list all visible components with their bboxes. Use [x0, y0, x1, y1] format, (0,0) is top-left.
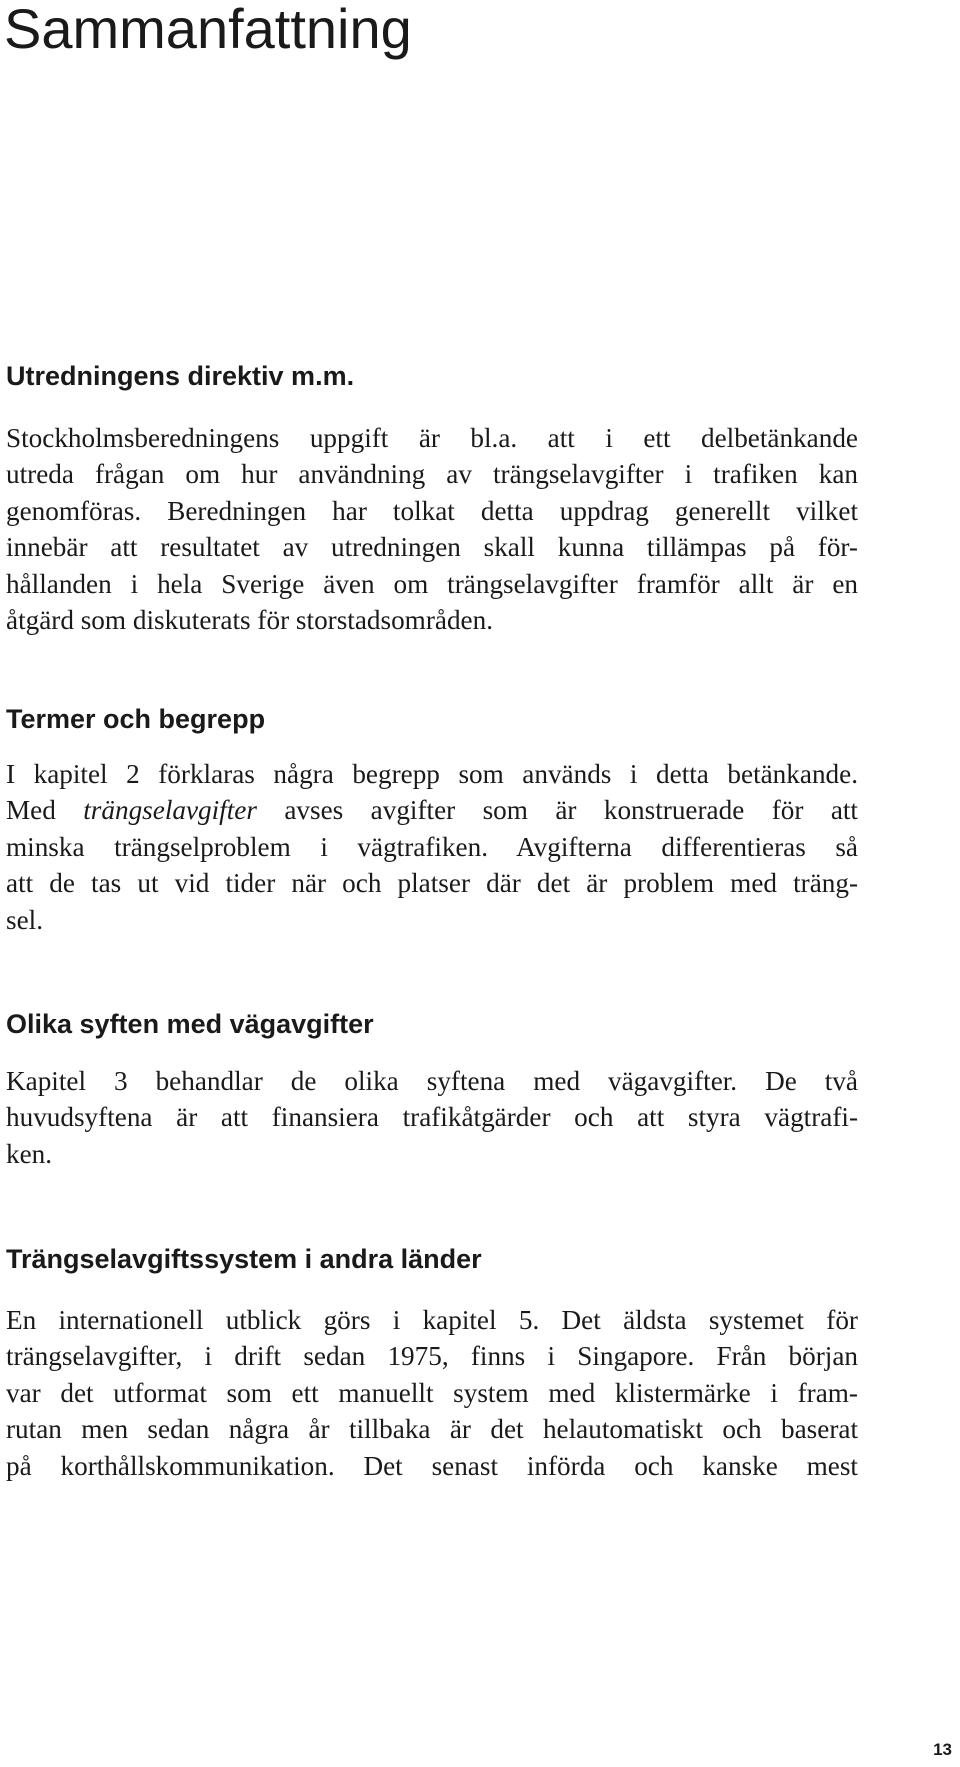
section-heading-other-countries: Trängselavgiftssystem i andra länder [6, 1244, 482, 1274]
paragraph-line: I kapitel 2 förklaras några begrepp som används i detta betänkande. [6, 759, 858, 789]
line-suffix: avses avgifter som är konstruerade för att [256, 795, 858, 826]
paragraph-line: innebär att resultatet av utredningen skall kunna tillämpas på för- [6, 532, 858, 563]
section-heading-directive: Utredningens direktiv m.m. [6, 361, 355, 391]
emphasized-term: trängselavgifter [83, 795, 257, 826]
section-heading-purposes: Olika syften med vägavgifter [6, 1009, 374, 1039]
paragraph-line: genomföras. Beredningen har tolkat detta uppdrag generellt vilket [6, 495, 858, 526]
paragraph-line: En internationell utblick görs i kapitel 5. Det äldsta systemet för [6, 1305, 858, 1335]
paragraph-line: på korthållskommunikation. Det senast införda och kanske mest [6, 1450, 858, 1481]
paragraph-line: utreda frågan om hur användning av trängselavgifter i trafiken kan [6, 459, 858, 490]
paragraph-line: att de tas ut vid tider när och platser där det är problem med träng- [6, 868, 858, 899]
paragraph-line: ken. [6, 1138, 53, 1169]
paragraph-line: Kapitel 3 behandlar de olika syftena med vägavgifter. De två [6, 1066, 858, 1096]
section-paragraph-other-countries [6, 1302, 858, 1484]
section-heading-terms: Termer och begrepp [6, 704, 266, 734]
page-title: Sammanfattning [4, 0, 412, 60]
line-prefix: Med [6, 795, 84, 826]
paragraph-line: Stockholmsberedningens uppgift är bl.a. att i ett delbetänkande [6, 423, 858, 453]
paragraph-line: rutan men sedan några år tillbaka är det helautomatiskt och baserat [6, 1414, 858, 1445]
paragraph-line: minska trängselproblem i vägtrafiken. Avgifterna differentieras så [6, 831, 858, 862]
paragraph-line: huvudsyftena är att finansiera trafikåtgärder och att styra vägtrafi- [6, 1102, 858, 1133]
page-number: 13 [933, 1740, 952, 1759]
paragraph-line: sel. [6, 904, 43, 935]
paragraph-line: hållanden i hela Sverige även om trängselavgifter framför allt är en [6, 568, 858, 599]
section-paragraph-terms [6, 756, 858, 938]
paragraph-line: åtgärd som diskuterats för storstadsområden. [6, 605, 493, 636]
paragraph-line: trängselavgifter, i drift sedan 1975, finns i Singapore. Från början [6, 1341, 858, 1372]
paragraph-line: var det utformat som ett manuellt system med klistermärke i fram- [6, 1377, 858, 1408]
paragraph-line [6, 792, 858, 828]
section-paragraph-directive [6, 420, 858, 638]
section-paragraph-purposes [6, 1063, 858, 1172]
